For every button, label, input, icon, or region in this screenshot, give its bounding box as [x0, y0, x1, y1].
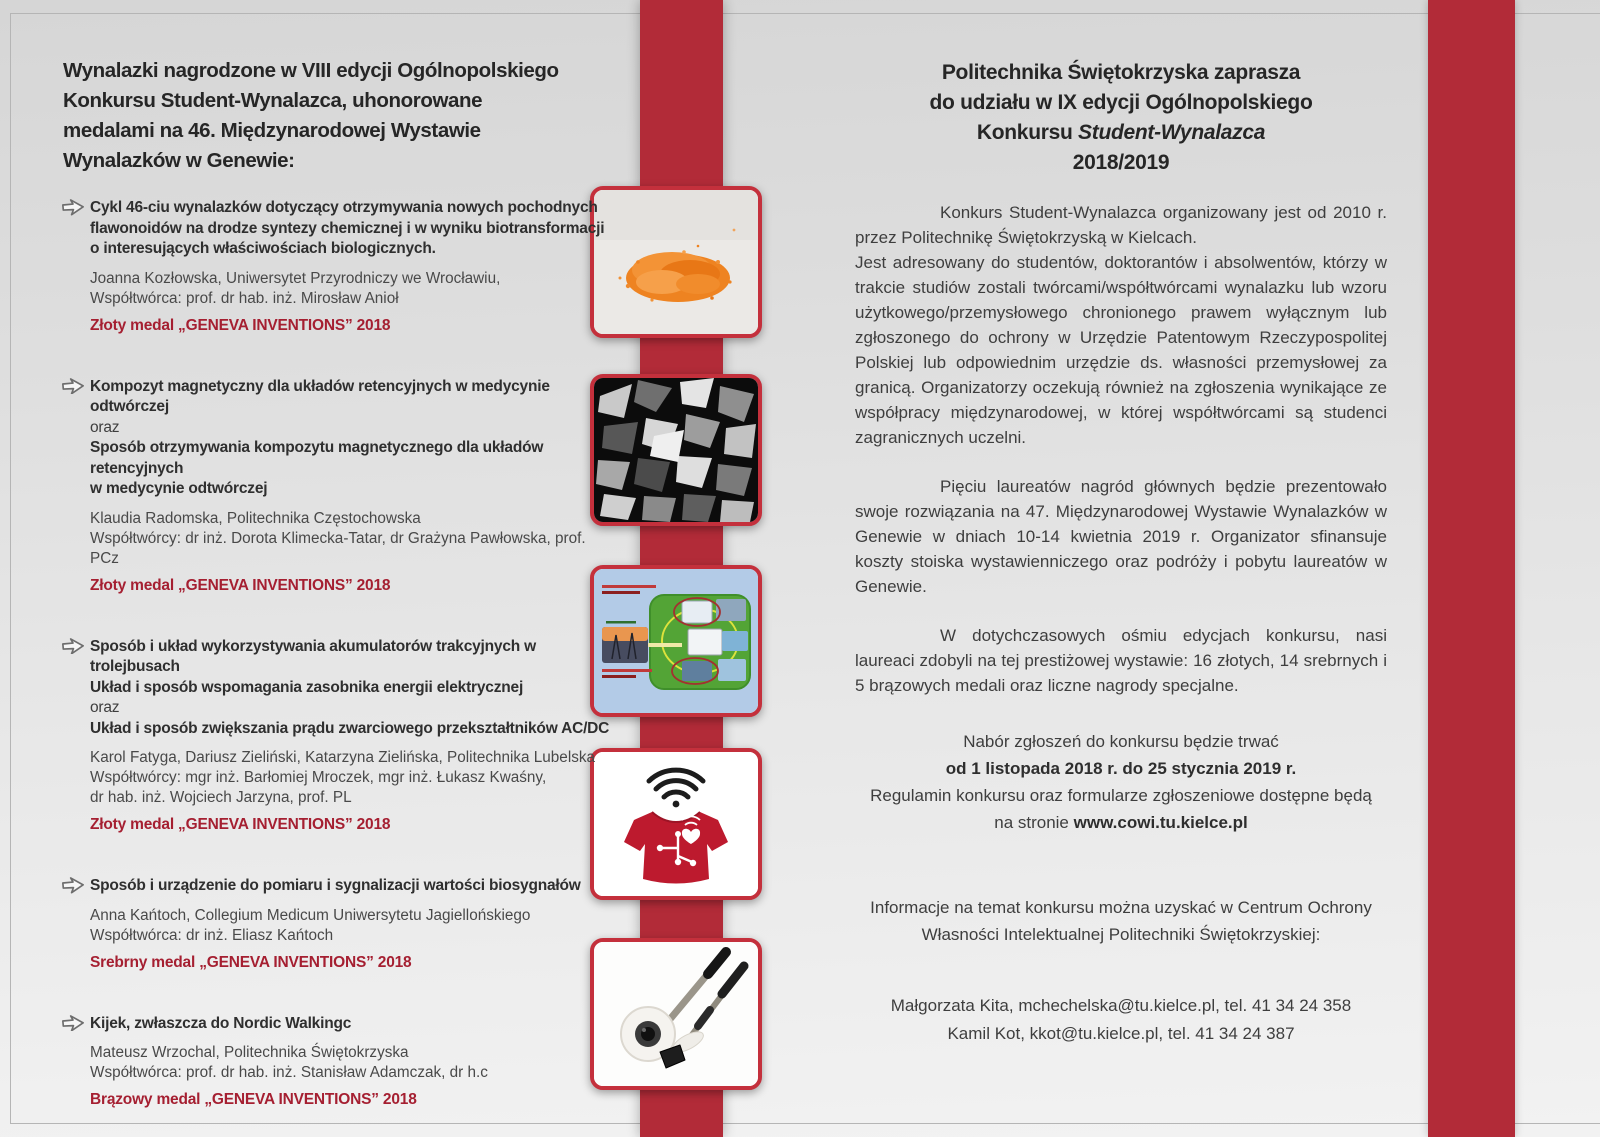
- invention-title: [90, 377, 615, 500]
- invention-entry: [63, 377, 615, 595]
- right-red-band: [1428, 0, 1515, 1137]
- invention-title-line: Cykl 46-ciu wynalazków dotyczący otrzymywania nowych pochodnych: [90, 199, 598, 216]
- body-paragraph: Jest adresowany do studentów, doktorantów i absolwentów, którzy w trakcie studiów zostali twórcami/współtwórcami wynalazku lub wzoru użytkowego/przemysłowego chronionego prawem wyłącznym lub zgłoszonego do ochrony w Urzędzie Patentowym Rzeczypospolitej Polskiej lub odpowiednim urzędzie ds. własności przemysłowej za granicą. Organizatorzy oczekują również na zgłoszenia wynikające ze współpracy międzynarodowej, w której współtwórcami są studenci zagranicznych uczelni.: [855, 253, 1387, 447]
- recruitment-line: Nabór zgłoszeń do konkursu będzie trwać: [963, 732, 1279, 751]
- author-line: Klaudia Radomska, Politechnika Częstochowska: [90, 509, 421, 527]
- invention-authors: [90, 748, 615, 808]
- arrow-bullet-icon: [61, 378, 85, 395]
- contact-line: Kamil Kot, kkot@tu.kielce.pl, tel. 41 34 24 387: [947, 1024, 1295, 1043]
- invitation-title-line: 2018/2019: [1072, 151, 1170, 174]
- heading-line: Konkursu Student-Wynalazca, uhonorowane: [63, 89, 483, 112]
- recruitment-dates-block: [855, 728, 1387, 836]
- medal-award-line: Złoty medal „GENEVA INVENTIONS” 2018: [90, 816, 391, 833]
- heading-line: Wynalazków w Genewie:: [63, 149, 295, 172]
- magnetic-composite-photo: [590, 374, 762, 526]
- invention-title-line: Układ i sposób zwiększania prądu zwarciowego przekształtników AC/DC: [90, 719, 610, 737]
- author-line: dr hab. inż. Wojciech Jarzyna, prof. PL: [90, 789, 352, 806]
- medal-award-line: Srebrny medal „GENEVA INVENTIONS” 2018: [90, 953, 412, 971]
- invention-title-line: o interesujących właściwościach biologicznych.: [90, 240, 436, 257]
- author-line: Współtwórcy: mgr inż. Barłomiej Mroczek, mgr inż. Łukasz Kwaśny,: [90, 769, 547, 786]
- invention-title: [90, 876, 615, 897]
- medal-award-line: Złoty medal „GENEVA INVENTIONS” 2018: [90, 576, 391, 594]
- body-paragraph: Konkurs Student-Wynalazca organizowany jest od 2010 r. przez Politechnikę Świętokrzyską w Kielcach.: [855, 203, 1387, 247]
- invention-title-line: flawonoidów na drodze syntezy chemicznej i w wyniku biotransformacji: [90, 219, 605, 237]
- invitation-title-line: Politechnika Świętokrzyska zaprasza: [941, 61, 1301, 84]
- author-line: Współtwórcy: dr inż. Dorota Klimecka-Tatar, dr Grażyna Pawłowska, prof. PCz: [90, 529, 586, 567]
- invention-entry: [63, 637, 615, 835]
- invention-title-line: Sposób otrzymywania kompozytu magnetycznego dla układów retencyjnych: [90, 439, 544, 477]
- author-line: Joanna Kozłowska, Uniwersytet Przyrodniczy we Wrocławiu,: [90, 269, 501, 287]
- invention-title: [90, 1014, 615, 1035]
- invention-authors: [90, 1043, 615, 1083]
- author-line: Współtwórca: dr inż. Eliasz Kańtoch: [90, 926, 334, 944]
- invention-title-line: Kompozyt magnetyczny dla układów retencyjnych w medycynie odtwórczej: [90, 377, 550, 415]
- invention-title-line: Układ i sposób wspomagania zasobnika energii elektrycznej: [90, 678, 524, 696]
- awarded-inventions-section: [63, 56, 615, 1109]
- body-paragraph: Pięciu laureatów nagród głównych będzie prezentowało swoje rozwiązania na 47. Międzynarodowej Wystawie Wynalazków w Genewie w dniach 10-14 kwietnia 2019 r. Organizator sfinansuje koszty stoiska wystawienniczego oraz podróży i pobytu laureatów w Genewie.: [855, 477, 1387, 596]
- invitation-title-line: Konkursu Student-Wynalazca: [976, 121, 1266, 144]
- contact-lines: [855, 992, 1387, 1048]
- body-paragraph: W dotychczasowych ośmiu edycjach konkursu, nasi laureaci zdobyli na tej prestiżowej wystawie: 16 złotych, 14 srebrnych i 5 brązowych medali oraz liczne nagrody specjalne.: [855, 626, 1387, 695]
- invention-title-line: oraz: [90, 418, 120, 436]
- invitation-body: [855, 200, 1387, 698]
- biosignal-tshirt-photo: [590, 748, 762, 900]
- trolleybus-energy-diagram-photo: [590, 565, 762, 717]
- arrow-bullet-icon: [61, 638, 85, 655]
- invention-authors: [90, 509, 615, 569]
- invention-title: [90, 637, 615, 740]
- arrow-bullet-icon: [61, 877, 85, 894]
- heading-line: Wynalazki nagrodzone w VIII edycji Ogólnopolskiego: [63, 59, 559, 82]
- nordic-walking-poles-photo: [590, 938, 762, 1090]
- contact-line: Małgorzata Kita, mchechelska@tu.kielce.pl, tel. 41 34 24 358: [890, 996, 1352, 1015]
- invention-title-line: Kijek, zwłaszcza do Nordic Walkingc: [90, 1014, 352, 1032]
- arrow-bullet-icon: [61, 199, 85, 216]
- invitation-title-line: do udziału w IX edycji Ogólnopolskiego: [929, 91, 1313, 114]
- author-line: Karol Fatyga, Dariusz Zieliński, Katarzyna Zielińska, Politechnika Lubelska: [90, 749, 596, 766]
- invention-entries-list: [63, 198, 615, 1109]
- author-line: Mateusz Wrzochal, Politechnika Świętokrzyska: [90, 1044, 409, 1061]
- invention-title-line: w medycynie odtwórczej: [90, 480, 268, 497]
- invitation-title: [855, 58, 1387, 178]
- invention-authors: [90, 269, 615, 309]
- invention-entry: [63, 876, 615, 972]
- invention-title-line: Sposób i układ wykorzystywania akumulatorów trakcyjnych w trolejbusach: [90, 637, 536, 675]
- recruitment-line: od 1 listopada 2018 r. do 25 stycznia 2019 r.: [945, 759, 1297, 778]
- orange-powder-photo: [590, 186, 762, 338]
- recruitment-line: na stronie www.cowi.tu.kielce.pl: [994, 813, 1248, 832]
- author-line: Współtwórca: prof. dr hab. inż. Stanisław Adamczak, dr h.c: [90, 1064, 488, 1081]
- competition-invitation-section: [855, 58, 1387, 1048]
- medal-award-line: Brązowy medal „GENEVA INVENTIONS” 2018: [90, 1091, 417, 1108]
- author-line: Anna Kańtoch, Collegium Medicum Uniwersytetu Jagiellońskiego: [90, 906, 531, 924]
- recruitment-line: Regulamin konkursu oraz formularze zgłoszeniowe dostępne będą: [870, 786, 1372, 805]
- medal-award-line: Złoty medal „GENEVA INVENTIONS” 2018: [90, 316, 391, 334]
- invention-title: [90, 198, 615, 260]
- invention-title-line: Sposób i urządzenie do pomiaru i sygnalizacji wartości biosygnałów: [90, 877, 581, 894]
- left-section-heading: [63, 56, 615, 176]
- contact-info-heading: Informacje na temat konkursu można uzyskać w Centrum Ochrony Własności Intelektualnej Politechniki Świętokrzyskiej:: [870, 898, 1372, 944]
- arrow-bullet-icon: [61, 1015, 85, 1032]
- invention-entry: [63, 1014, 615, 1110]
- author-line: Współtwórca: prof. dr hab. inż. Mirosław Anioł: [90, 289, 399, 307]
- invention-authors: [90, 906, 615, 946]
- heading-line: medalami na 46. Międzynarodowej Wystawie: [63, 119, 481, 142]
- invention-entry: [63, 198, 615, 335]
- invention-title-line: oraz: [90, 699, 120, 716]
